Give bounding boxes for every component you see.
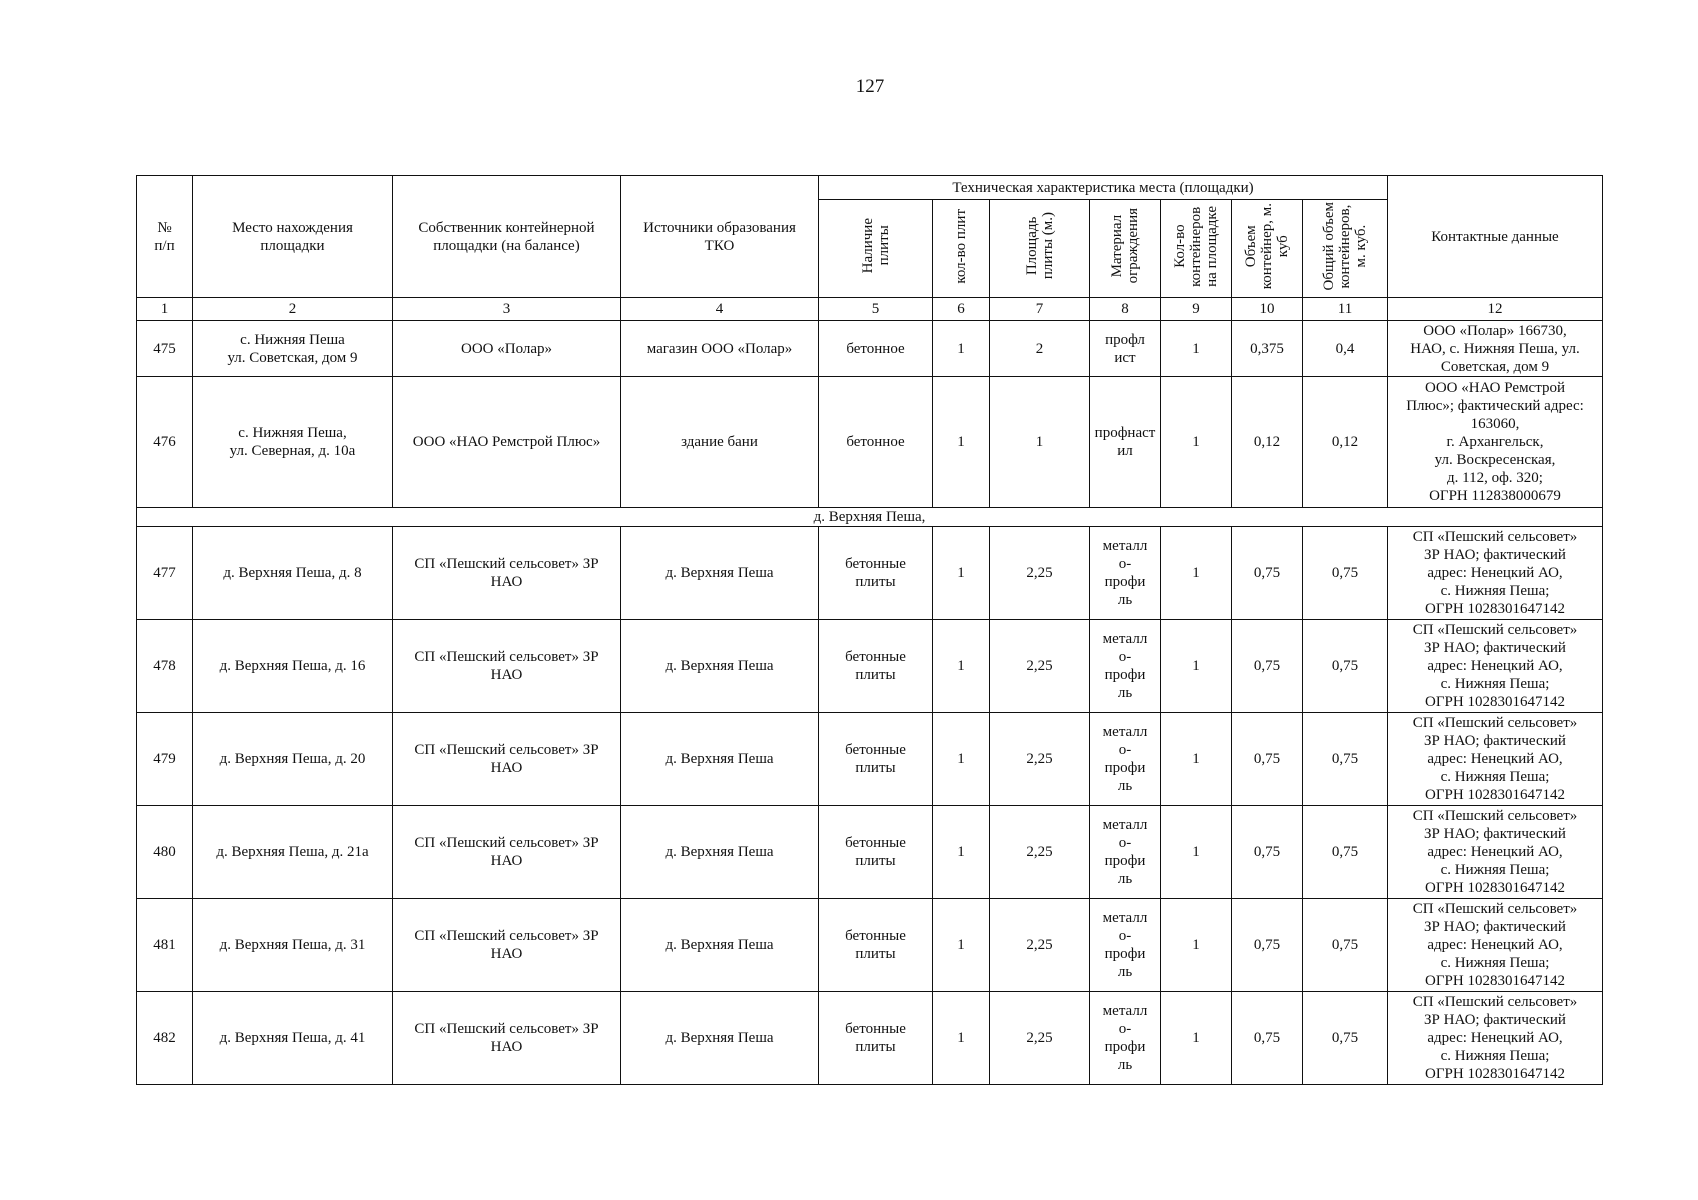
fence-material-cell: металл о- профи ль xyxy=(1090,713,1161,806)
sources-cell: д. Верхняя Пеша xyxy=(621,992,819,1085)
header-total-volume xyxy=(1303,200,1388,298)
slab-count-cell: 1 xyxy=(933,321,990,377)
area-cell: 2,25 xyxy=(990,806,1090,899)
slab-count-cell: 1 xyxy=(933,377,990,508)
header-technical-group: Техническая характеристика места (площадки) xyxy=(819,176,1388,200)
header-containers xyxy=(1161,200,1232,298)
column-number: 2 xyxy=(193,298,393,321)
location-cell: д. Верхняя Пеша, д. 20 xyxy=(193,713,393,806)
fence-material-cell: профл ист xyxy=(1090,321,1161,377)
column-number: 12 xyxy=(1388,298,1603,321)
row-number-cell: 482 xyxy=(137,992,193,1085)
container-volume-cell: 0,75 xyxy=(1232,806,1303,899)
container-volume-cell: 0,375 xyxy=(1232,321,1303,377)
owner-cell: СП «Пешский сельсовет» ЗР НАО xyxy=(393,527,621,620)
location-cell: д. Верхняя Пеша, д. 41 xyxy=(193,992,393,1085)
header-no: № п/п xyxy=(137,176,193,298)
containers-count-cell: 1 xyxy=(1161,713,1232,806)
header-volume-text: Объем контейнер, м. куб xyxy=(1243,202,1291,290)
contacts-cell: СП «Пешский сельсовет» ЗР НАО; фактический адрес: Ненецкий АО, с. Нижняя Пеша; ОГРН 1028301647142 xyxy=(1388,713,1603,806)
section-row xyxy=(137,508,1603,527)
slab-cell: бетонные плиты xyxy=(819,713,933,806)
table-row xyxy=(137,992,1603,1085)
total-volume-cell: 0,75 xyxy=(1303,992,1388,1085)
slab-cell: бетонные плиты xyxy=(819,806,933,899)
section-title: д. Верхняя Пеша, xyxy=(137,508,1603,527)
header-volume xyxy=(1232,200,1303,298)
slab-count-cell: 1 xyxy=(933,713,990,806)
total-volume-cell: 0,75 xyxy=(1303,806,1388,899)
containers-count-cell: 1 xyxy=(1161,527,1232,620)
container-volume-cell: 0,75 xyxy=(1232,992,1303,1085)
slab-cell: бетонные плиты xyxy=(819,620,933,713)
table-row xyxy=(137,321,1603,377)
owner-cell: ООО «НАО Ремстрой Плюс» xyxy=(393,377,621,508)
fence-material-cell: металл о- профи ль xyxy=(1090,620,1161,713)
location-cell: д. Верхняя Пеша, д. 16 xyxy=(193,620,393,713)
column-number: 5 xyxy=(819,298,933,321)
total-volume-cell: 0,4 xyxy=(1303,321,1388,377)
column-number: 7 xyxy=(990,298,1090,321)
table-row xyxy=(137,806,1603,899)
sources-cell: д. Верхняя Пеша xyxy=(621,527,819,620)
column-number: 1 xyxy=(137,298,193,321)
owner-cell: СП «Пешский сельсовет» ЗР НАО xyxy=(393,806,621,899)
column-number: 3 xyxy=(393,298,621,321)
area-cell: 2,25 xyxy=(990,620,1090,713)
header-containers-text: Кол-во контейнеров на площадке xyxy=(1172,205,1220,287)
header-total-volume-text: Общий объем контейнеров, м. куб. xyxy=(1321,201,1369,291)
container-volume-cell: 0,75 xyxy=(1232,899,1303,992)
column-number: 10 xyxy=(1232,298,1303,321)
containers-count-cell: 1 xyxy=(1161,992,1232,1085)
containers-count-cell: 1 xyxy=(1161,806,1232,899)
slab-cell: бетонные плиты xyxy=(819,899,933,992)
header-slab-count xyxy=(933,200,990,298)
contacts-cell: ООО «НАО Ремстрой Плюс»; фактический адрес: 163060, г. Архангельск, ул. Воскресенская, д. 112, оф. 320; ОГРН 112838000679 xyxy=(1388,377,1603,508)
slab-count-cell: 1 xyxy=(933,806,990,899)
header-row-top xyxy=(137,176,1603,200)
column-number: 9 xyxy=(1161,298,1232,321)
location-cell: д. Верхняя Пеша, д. 31 xyxy=(193,899,393,992)
contacts-cell: СП «Пешский сельсовет» ЗР НАО; фактический адрес: Ненецкий АО, с. Нижняя Пеша; ОГРН 1028301647142 xyxy=(1388,992,1603,1085)
header-slab xyxy=(819,200,933,298)
header-area xyxy=(990,200,1090,298)
contacts-cell: СП «Пешский сельсовет» ЗР НАО; фактический адрес: Ненецкий АО, с. Нижняя Пеша; ОГРН 1028301647142 xyxy=(1388,806,1603,899)
contacts-cell: ООО «Полар» 166730, НАО, с. Нижняя Пеша, ул. Советская, дом 9 xyxy=(1388,321,1603,377)
column-number: 8 xyxy=(1090,298,1161,321)
containers-count-cell: 1 xyxy=(1161,620,1232,713)
area-cell: 2 xyxy=(990,321,1090,377)
header-slab-text: Наличие плиты xyxy=(859,218,892,274)
row-number-cell: 480 xyxy=(137,806,193,899)
slab-count-cell: 1 xyxy=(933,527,990,620)
location-cell: с. Нижняя Пеша ул. Советская, дом 9 xyxy=(193,321,393,377)
row-number-cell: 476 xyxy=(137,377,193,508)
table-row xyxy=(137,713,1603,806)
slab-cell: бетонное xyxy=(819,377,933,508)
header-area-text: Площадь плиты (м.) xyxy=(1023,212,1056,280)
row-number-cell: 481 xyxy=(137,899,193,992)
sources-cell: магазин ООО «Полар» xyxy=(621,321,819,377)
fence-material-cell: металл о- профи ль xyxy=(1090,806,1161,899)
slab-count-cell: 1 xyxy=(933,899,990,992)
total-volume-cell: 0,75 xyxy=(1303,713,1388,806)
slab-count-cell: 1 xyxy=(933,992,990,1085)
fence-material-cell: металл о- профи ль xyxy=(1090,527,1161,620)
column-number-row xyxy=(137,298,1603,321)
area-cell: 2,25 xyxy=(990,992,1090,1085)
row-number-cell: 478 xyxy=(137,620,193,713)
column-number: 6 xyxy=(933,298,990,321)
sources-cell: д. Верхняя Пеша xyxy=(621,899,819,992)
total-volume-cell: 0,12 xyxy=(1303,377,1388,508)
owner-cell: СП «Пешский сельсовет» ЗР НАО xyxy=(393,620,621,713)
table-row xyxy=(137,620,1603,713)
container-volume-cell: 0,75 xyxy=(1232,713,1303,806)
owner-cell: ООО «Полар» xyxy=(393,321,621,377)
sources-cell: д. Верхняя Пеша xyxy=(621,713,819,806)
area-cell: 2,25 xyxy=(990,713,1090,806)
header-slab-count-text: кол-во плит xyxy=(953,208,969,284)
column-number: 11 xyxy=(1303,298,1388,321)
container-volume-cell: 0,75 xyxy=(1232,527,1303,620)
total-volume-cell: 0,75 xyxy=(1303,899,1388,992)
container-volume-cell: 0,75 xyxy=(1232,620,1303,713)
sources-cell: д. Верхняя Пеша xyxy=(621,806,819,899)
header-owner: Собственник контейнерной площадки (на балансе) xyxy=(393,176,621,298)
total-volume-cell: 0,75 xyxy=(1303,620,1388,713)
row-number-cell: 477 xyxy=(137,527,193,620)
containers-count-cell: 1 xyxy=(1161,321,1232,377)
container-sites-table xyxy=(136,175,1603,1085)
page-number: 127 xyxy=(855,76,885,97)
containers-count-cell: 1 xyxy=(1161,377,1232,508)
area-cell: 1 xyxy=(990,377,1090,508)
table-row xyxy=(137,377,1603,508)
header-location: Место нахождения площадки xyxy=(193,176,393,298)
header-contacts: Контактные данные xyxy=(1388,176,1603,298)
fence-material-cell: профнаст ил xyxy=(1090,377,1161,508)
header-sources: Источники образования ТКО xyxy=(621,176,819,298)
fence-material-cell: металл о- профи ль xyxy=(1090,992,1161,1085)
row-number-cell: 475 xyxy=(137,321,193,377)
contacts-cell: СП «Пешский сельсовет» ЗР НАО; фактический адрес: Ненецкий АО, с. Нижняя Пеша; ОГРН 1028301647142 xyxy=(1388,620,1603,713)
slab-count-cell: 1 xyxy=(933,620,990,713)
containers-count-cell: 1 xyxy=(1161,899,1232,992)
contacts-cell: СП «Пешский сельсовет» ЗР НАО; фактический адрес: Ненецкий АО, с. Нижняя Пеша; ОГРН 1028301647142 xyxy=(1388,899,1603,992)
slab-cell: бетонное xyxy=(819,321,933,377)
area-cell: 2,25 xyxy=(990,899,1090,992)
location-cell: д. Верхняя Пеша, д. 21а xyxy=(193,806,393,899)
slab-cell: бетонные плиты xyxy=(819,527,933,620)
sources-cell: д. Верхняя Пеша xyxy=(621,620,819,713)
total-volume-cell: 0,75 xyxy=(1303,527,1388,620)
fence-material-cell: металл о- профи ль xyxy=(1090,899,1161,992)
area-cell: 2,25 xyxy=(990,527,1090,620)
owner-cell: СП «Пешский сельсовет» ЗР НАО xyxy=(393,992,621,1085)
table-row xyxy=(137,899,1603,992)
row-number-cell: 479 xyxy=(137,713,193,806)
table-row xyxy=(137,527,1603,620)
location-cell: д. Верхняя Пеша, д. 8 xyxy=(193,527,393,620)
location-cell: с. Нижняя Пеша, ул. Северная, д. 10а xyxy=(193,377,393,508)
owner-cell: СП «Пешский сельсовет» ЗР НАО xyxy=(393,899,621,992)
slab-cell: бетонные плиты xyxy=(819,992,933,1085)
sources-cell: здание бани xyxy=(621,377,819,508)
owner-cell: СП «Пешский сельсовет» ЗР НАО xyxy=(393,713,621,806)
container-volume-cell: 0,12 xyxy=(1232,377,1303,508)
column-number: 4 xyxy=(621,298,819,321)
header-fence xyxy=(1090,200,1161,298)
header-fence-text: Материал ограждения xyxy=(1109,208,1141,284)
contacts-cell: СП «Пешский сельсовет» ЗР НАО; фактический адрес: Ненецкий АО, с. Нижняя Пеша; ОГРН 1028301647142 xyxy=(1388,527,1603,620)
